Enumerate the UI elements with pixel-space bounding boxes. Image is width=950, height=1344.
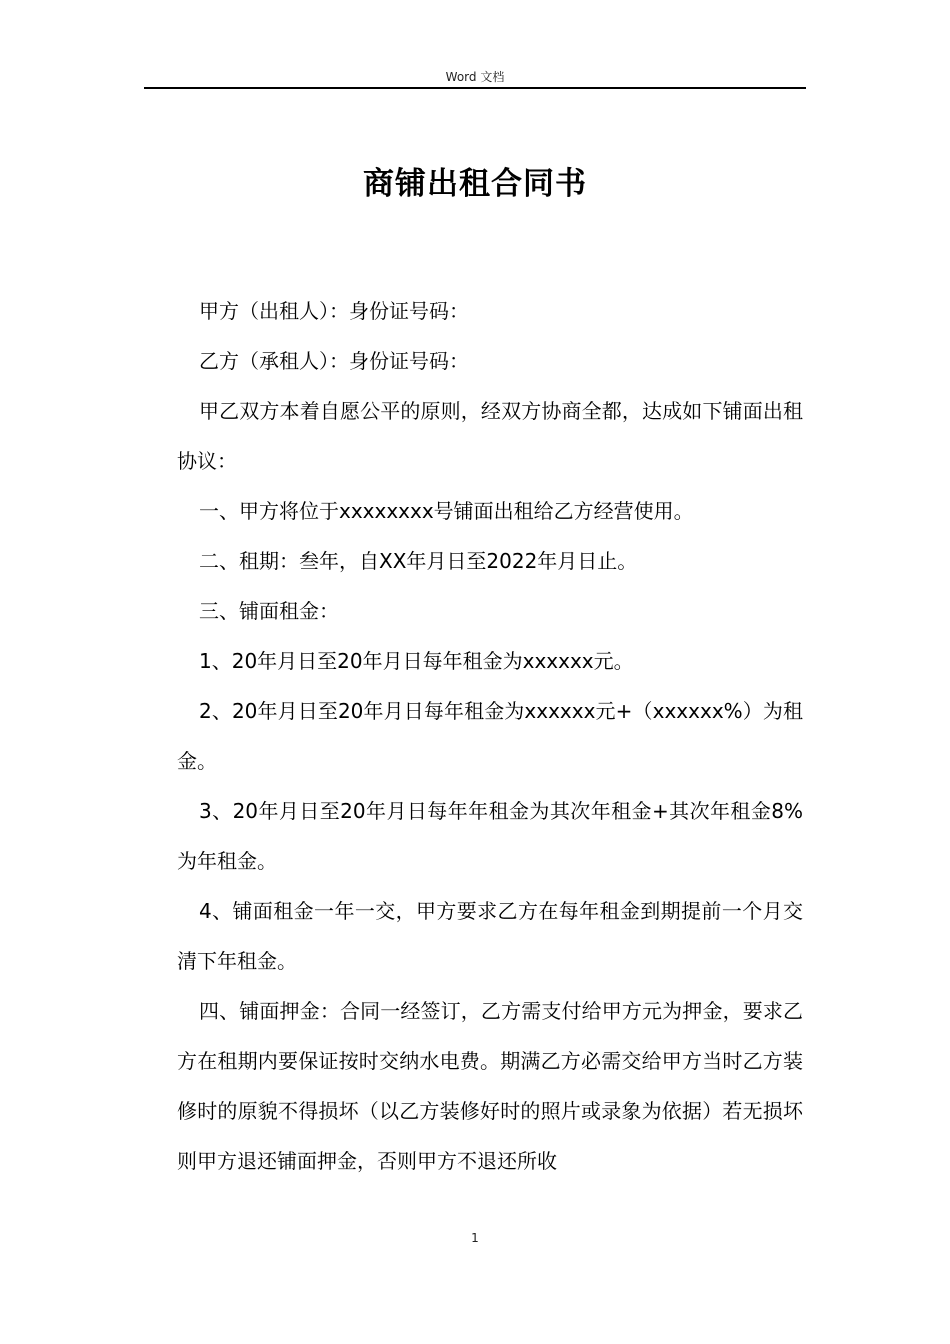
paragraph-preamble: 甲乙双方本着自愿公平的原则，经双方协商全都，达成如下铺面出租协议： [177,399,803,473]
paragraph-rent-item-3: 3、20年月日至20年月日每年年租金为其次年租金+其次年租金8%为年租金。 [177,799,803,873]
page-number: 1 [471,1231,479,1245]
document-body [177,286,803,1186]
paragraph-clause-2: 二、租期：叁年，自XX年月日至2022年月日止。 [199,549,638,573]
document-title: 商铺出租合同书 [363,166,587,202]
paragraph-party-a: 甲方（出租人）：身份证号码： [199,299,469,323]
header-divider [144,87,806,89]
paragraph-clause-1: 一、甲方将位于xxxxxxxx号铺面出租给乙方经营使用。 [199,499,694,523]
paragraph-clause-3: 三、铺面租金： [199,599,339,623]
paragraph-party-b: 乙方（承租人）：身份证号码： [199,349,469,373]
paragraph-rent-item-4: 4、铺面租金一年一交，甲方要求乙方在每年租金到期提前一个月交清下年租金。 [177,899,803,973]
paragraph-rent-item-1: 1、20年月日至20年月日每年租金为xxxxxx元。 [199,649,634,673]
paragraph-rent-item-2: 2、20年月日至20年月日每年租金为xxxxxx元+（xxxxxx%）为租金。 [177,699,803,773]
page-header: Word 文档 [445,70,505,84]
paragraph-clause-4: 四、铺面押金：合同一经签订，乙方需支付给甲方元为押金，要求乙方在租期内要保证按时交纳水电费。期满乙方必需交给甲方当时乙方装修时的原貌不得损坏（以乙方装修好时的照片或录象为依据）若无损坏则甲方退还铺面押金，否则甲方不退还所收 [177,999,803,1173]
